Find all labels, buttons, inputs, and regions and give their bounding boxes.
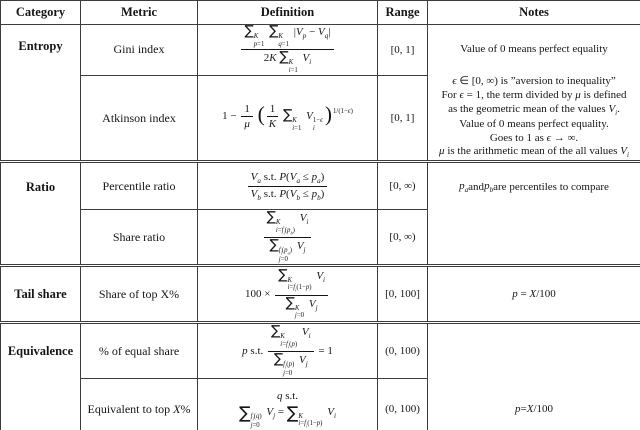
- notes-cell-ratio-group: [428, 162, 640, 266]
- category-cell-ratio: [1, 162, 81, 266]
- range-cell-pct-equal-share: (0, 100): [378, 323, 428, 379]
- metric-cell-share-of-top: Share of top X%: [81, 266, 198, 323]
- range-cell-share-of-top: [0, 100]: [378, 266, 428, 323]
- category-cell-tail-share: [1, 266, 81, 323]
- metric-cell-share-ratio: Share ratio: [81, 210, 198, 266]
- definition-cell-percentile-ratio: $\frac{V_a s.t. P(V_a \le p_a)}{V_b s.t. P(V_b \le p_b)}$: [198, 162, 378, 210]
- row-share-of-top: [1, 266, 640, 323]
- range-cell-atkinson: [0, 1]: [378, 75, 428, 162]
- col-header-notes: Notes: [428, 1, 640, 25]
- category-cell-equivalence: [1, 323, 81, 430]
- notes-spacer-equivalence: [431, 324, 637, 379]
- category-label-entropy: Entropy: [18, 38, 63, 53]
- notes-cell-gini: Value of 0 means perfect equality: [428, 25, 640, 76]
- metric-cell-equivalent-top: Equivalent to top X%: [81, 379, 198, 430]
- metric-cell-pct-equal-share: % of equal share: [81, 323, 198, 379]
- definition-cell-atkinson: 1 − $\frac{1}{\mu}$ ( $\frac{1}{K}$ ∑ K i=1 V 1−ϵ i )$^{1/(1-\epsilon)}$: [198, 75, 378, 162]
- col-header-category: Category: [1, 1, 81, 25]
- range-cell-gini: [0, 1]: [378, 25, 428, 76]
- definition-cell-pct-equal-share: p s.t. ∑ K $i=f_i(p)$ $V_i$ ∑ $f_i(p)$ j=0 $V_j$ = 1: [198, 323, 378, 379]
- notes-text-equivalence: p = X /100: [514, 402, 553, 415]
- notes-cell-atkinson: ϵ ∈ [0, ∞) is ”aversion to inequality” For ϵ = 1, the term divided by μ is defined as the geometric mean of the values $V_i$. Value of 0 means perfect equality. Goes to 1 as ϵ → ∞. μ is the arithmetic mean of the all values $V_i$: [428, 75, 640, 162]
- col-header-definition: Definition: [198, 1, 378, 25]
- row-atkinson: [1, 75, 640, 162]
- definition-cell-gini: ∑ K p=1 ∑ K q=1 $|V_p - V_q|$ 2K ∑ K i=1 $V_i$: [198, 25, 378, 76]
- row-pct-equal-share: [1, 323, 640, 379]
- row-percentile-ratio: [1, 162, 640, 210]
- category-label-equivalence: Equivalence: [7, 344, 74, 359]
- range-cell-share-ratio: [0, ∞): [378, 210, 428, 266]
- metric-cell-gini: Gini index: [81, 25, 198, 76]
- category-cell-entropy: [1, 25, 81, 162]
- definition-cell-equivalent-top: q s.t. ∑ $f_i(q)$ j=0 $V_j$ = ∑ K $i=f_i(1-p)$ $V_i$: [198, 379, 378, 430]
- row-gini: [1, 25, 640, 76]
- metric-cell-atkinson: Atkinson index: [81, 75, 198, 162]
- range-cell-percentile-ratio: [0, ∞): [378, 162, 428, 210]
- metric-cell-percentile-ratio: Percentile ratio: [81, 162, 198, 210]
- notes-cell-share-of-top: p = X/100: [428, 266, 640, 323]
- notes-text-ratio-group: $p_a$ and $p_b$ are percentiles to compare: [459, 179, 609, 194]
- col-header-metric: Metric: [81, 1, 198, 25]
- col-header-range: Range: [378, 1, 428, 25]
- definition-cell-share-ratio: ∑ K $i=f_i(p_b)$ $V_i$ ∑ $f_i(p_a)$ j=0 $V_j$: [198, 210, 378, 266]
- category-label-ratio: Ratio: [25, 179, 56, 194]
- notes-cell-equivalence-group: [428, 323, 640, 430]
- range-cell-equivalent-top: (0, 100): [378, 379, 428, 430]
- category-label-tail-share: Tail share: [14, 286, 67, 301]
- definition-cell-share-of-top: 100 × ∑ K $i=f_i(1-p)$ $V_i$ ∑ K j=0 $V_j$: [198, 266, 378, 323]
- header-row: [1, 1, 640, 25]
